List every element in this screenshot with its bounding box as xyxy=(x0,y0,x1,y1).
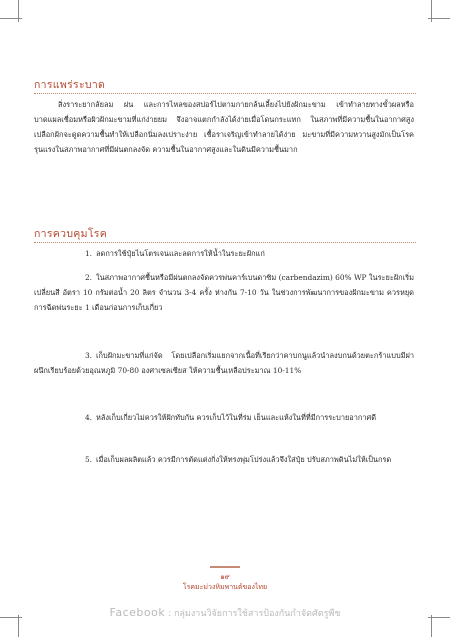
footer-ornament xyxy=(210,566,240,568)
page-number: ๑๙ xyxy=(220,573,230,581)
item-number: 1. xyxy=(84,249,92,258)
facebook-watermark xyxy=(0,606,450,620)
item-text: ในสภาพอากาศชื้นหรือมีฝนตกลงจัดควรพ่นคาร์เบนดาซิม (carbendazim) 60% WP ในระยะฝักเริ่มเปลี่ยนสี อัตรา 10 กรัมต่อน้ำ 20 ลิตร จำนวน 3-4 ครั้ง ห่างกัน 7-10 วัน ในช่วงการพัฒนาการของฝักมะขาม ควรหยุดการฉีดพ่นระยะ 1 เดือนก่อนการเก็บเกี่ยว xyxy=(34,273,414,312)
item-number: 4. xyxy=(84,413,92,422)
spread-paragraph-text: สิ่งราระยากลัยลม ฝน และการไหลของสปอร์ไปตามกายกล้นเลี้ยงไปยังฝักมะขาม เข้าทำลายทางขั้วผลหรือบาดแผลเชื่อมหรือผิวฝักมะขามที่แก่ง่ายยม จึงอาจแตกกำลังได้ง่ายเมื่อโดนกระแทก ในสภาพที่มีความชื้นในอากาศสูง เปลือกฝักจะดูดความชื้นทำให้เปลือกนิ่มลงเปราะง่าย เชื้อราเจริญเข้าทำลายได้ง่าย มะขามที่มีความหวานสูงมักเป็นโรครุนแรงในสภาพอากาศที่มีฝนตกลงจัด ความชื้นในอากาศสูงและในดินมีความชื้นมาก xyxy=(34,100,414,154)
facebook-group-text: : กลุ่มงานวิจัยการใช้สารป้องกันกำจัดศัตรูพืช xyxy=(168,609,341,619)
item-text: เก็บฝักมะขามที่แก่จัด โดยเปลือกเริ่มแยกจากเนื้อที่เรียกว่าคาบกนูแล้วนำลงบกนด้วยตะกร้าแบบมีฝาผนึกเรียบร้อยด้วยอุณหภูมิ 70-80 องศาเซลเซียส ให้ความชื้นเหลือประมาณ 10-11% xyxy=(34,351,414,375)
item-number: 5. xyxy=(84,455,92,464)
facebook-brand: Facebook xyxy=(109,606,166,619)
item-text: หลังเก็บเกี่ยวไม่ควรให้ฝักทับกัน ควรเก็บไว้ในที่ร่ม เย็นและแห้งในที่ที่มีการระบายอากาศดี xyxy=(96,413,377,422)
control-item-1 xyxy=(34,246,414,261)
section-heading-control: การควบคุมโรค xyxy=(34,228,108,240)
footer-organization: โรคมะม่วงหิมพานต์ของไทย xyxy=(182,583,268,591)
control-item-4 xyxy=(34,410,414,425)
item-number: 2. xyxy=(84,273,92,282)
crop-mark-top-left-v xyxy=(18,0,19,22)
item-number: 3. xyxy=(84,351,92,360)
control-item-5 xyxy=(34,452,414,467)
heading-underline xyxy=(34,242,416,243)
item-text: ลดการใช้ปุ๋ยไนโตรเจนและลดการให้น้ำในระยะฝักแก่ xyxy=(96,249,265,258)
heading-underline xyxy=(34,93,416,94)
spread-paragraph xyxy=(34,97,414,157)
section-heading-spread: การแพร่ระบาด xyxy=(34,79,106,91)
item-text: เมื่อเก็บผลผลิตแล้ว ควรมีการตัดแต่งกิ่งให้ทรงพุ่มโปร่งแล้วจึงใส่ปุ๋ย ปรับสภาพดินไม่ให้เป็นกรด xyxy=(96,455,392,464)
crop-mark-top-right-v xyxy=(431,0,432,22)
control-item-3 xyxy=(34,348,414,378)
control-item-2 xyxy=(34,270,414,315)
